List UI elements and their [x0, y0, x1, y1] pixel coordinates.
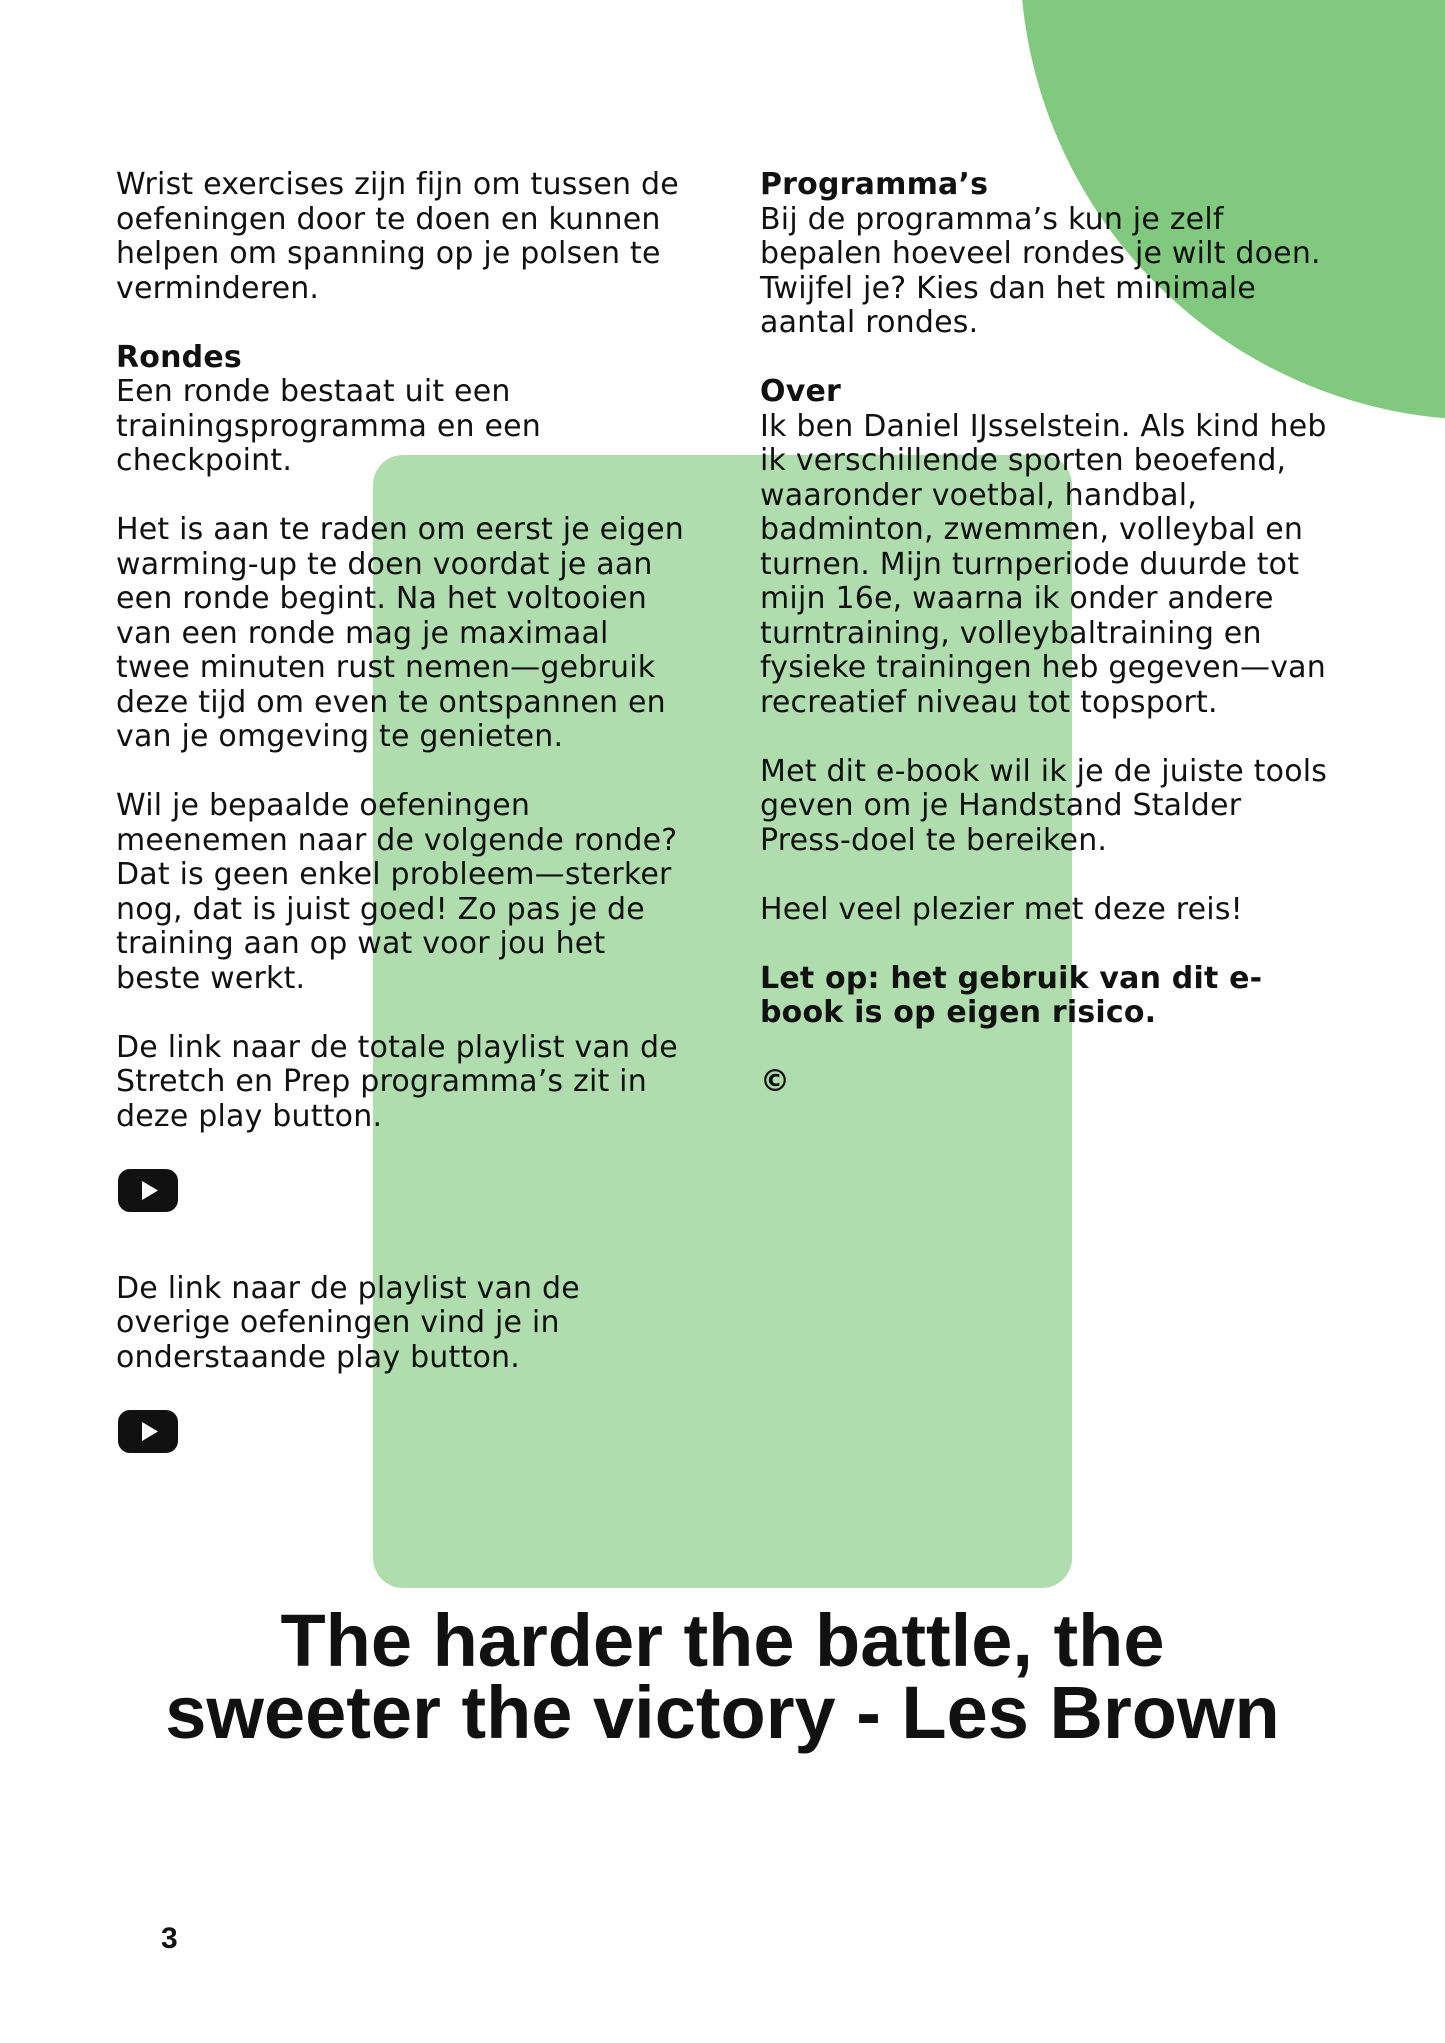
playlist-stretch-prep-paragraph: De link naar de totale playlist van de Stretch en Prep programma’s zit in deze play button.: [116, 1029, 678, 1134]
risk-warning: Let op: het gebruik van dit e-book is op eigen risico.: [760, 960, 1263, 1030]
playlist-overige-paragraph: De link naar de playlist van de overige oefeningen vind je in onderstaande play button.: [116, 1270, 580, 1375]
page-number: 3: [161, 1922, 178, 1955]
over-paragraph: Ik ben Daniel IJsselstein. Als kind heb ik verschillende sporten beoefend, waaronder voetbal, handbal, badminton, zwemmen, volleybal en turnen. Mijn turnperiode duurde tot mijn 16e, waarna ik onder andere turntraining, volleybaltraining en fysieke trainingen heb gegeven—van recreatief niveau tot topsport.: [760, 408, 1327, 720]
youtube-play-icon[interactable]: [118, 1410, 178, 1453]
quote: [0, 1599, 1445, 1754]
programmas-paragraph: Bij de programma’s kun je zelf bepalen hoeveel rondes je wilt doen. Twijfel je? Kies dan het minimale aantal rondes.: [760, 201, 1321, 340]
copyright-mark: ©: [760, 1064, 791, 1099]
right-column: [760, 168, 1340, 1134]
youtube-play-icon[interactable]: [118, 1169, 178, 1212]
ebook-paragraph: Met dit e-book wil ik je de juiste tools geven om je Handstand Stalder Press-doel te bereiken.: [760, 753, 1328, 858]
rondes-heading: Rondes: [116, 339, 242, 375]
left-column: [116, 168, 686, 1453]
carry-paragraph: Wil je bepaalde oefeningen meenemen naar de volgende ronde? Dat is geen enkel probleem—sterker nog, dat is juist goed! Zo pas je de training aan op wat voor jou het beste werkt.: [116, 788, 678, 996]
intro-paragraph: Wrist exercises zijn fijn om tussen de oefeningen door te doen en kunnen helpen om spanning op je polsen te verminderen.: [116, 167, 679, 306]
over-heading: Over: [760, 374, 842, 409]
warmup-paragraph: Het is aan te raden om eerst je eigen warming-up te doen voordat je aan een ronde begint. Na het voltooien van een ronde mag je maximaal twee minuten rust nemen—gebruik deze tijd om even te ontspannen en van je omgeving te genieten.: [116, 512, 684, 754]
plezier-paragraph: Heel veel plezier met deze reis!: [760, 891, 1243, 927]
programmas-heading: Programma’s: [760, 167, 989, 202]
quote-line-2: sweeter the victory - Les Brown: [165, 1671, 1280, 1754]
quote-line-1: The harder the battle, the: [280, 1599, 1165, 1682]
rondes-paragraph: Een ronde bestaat uit een trainingsprogramma en een checkpoint.: [116, 374, 541, 478]
